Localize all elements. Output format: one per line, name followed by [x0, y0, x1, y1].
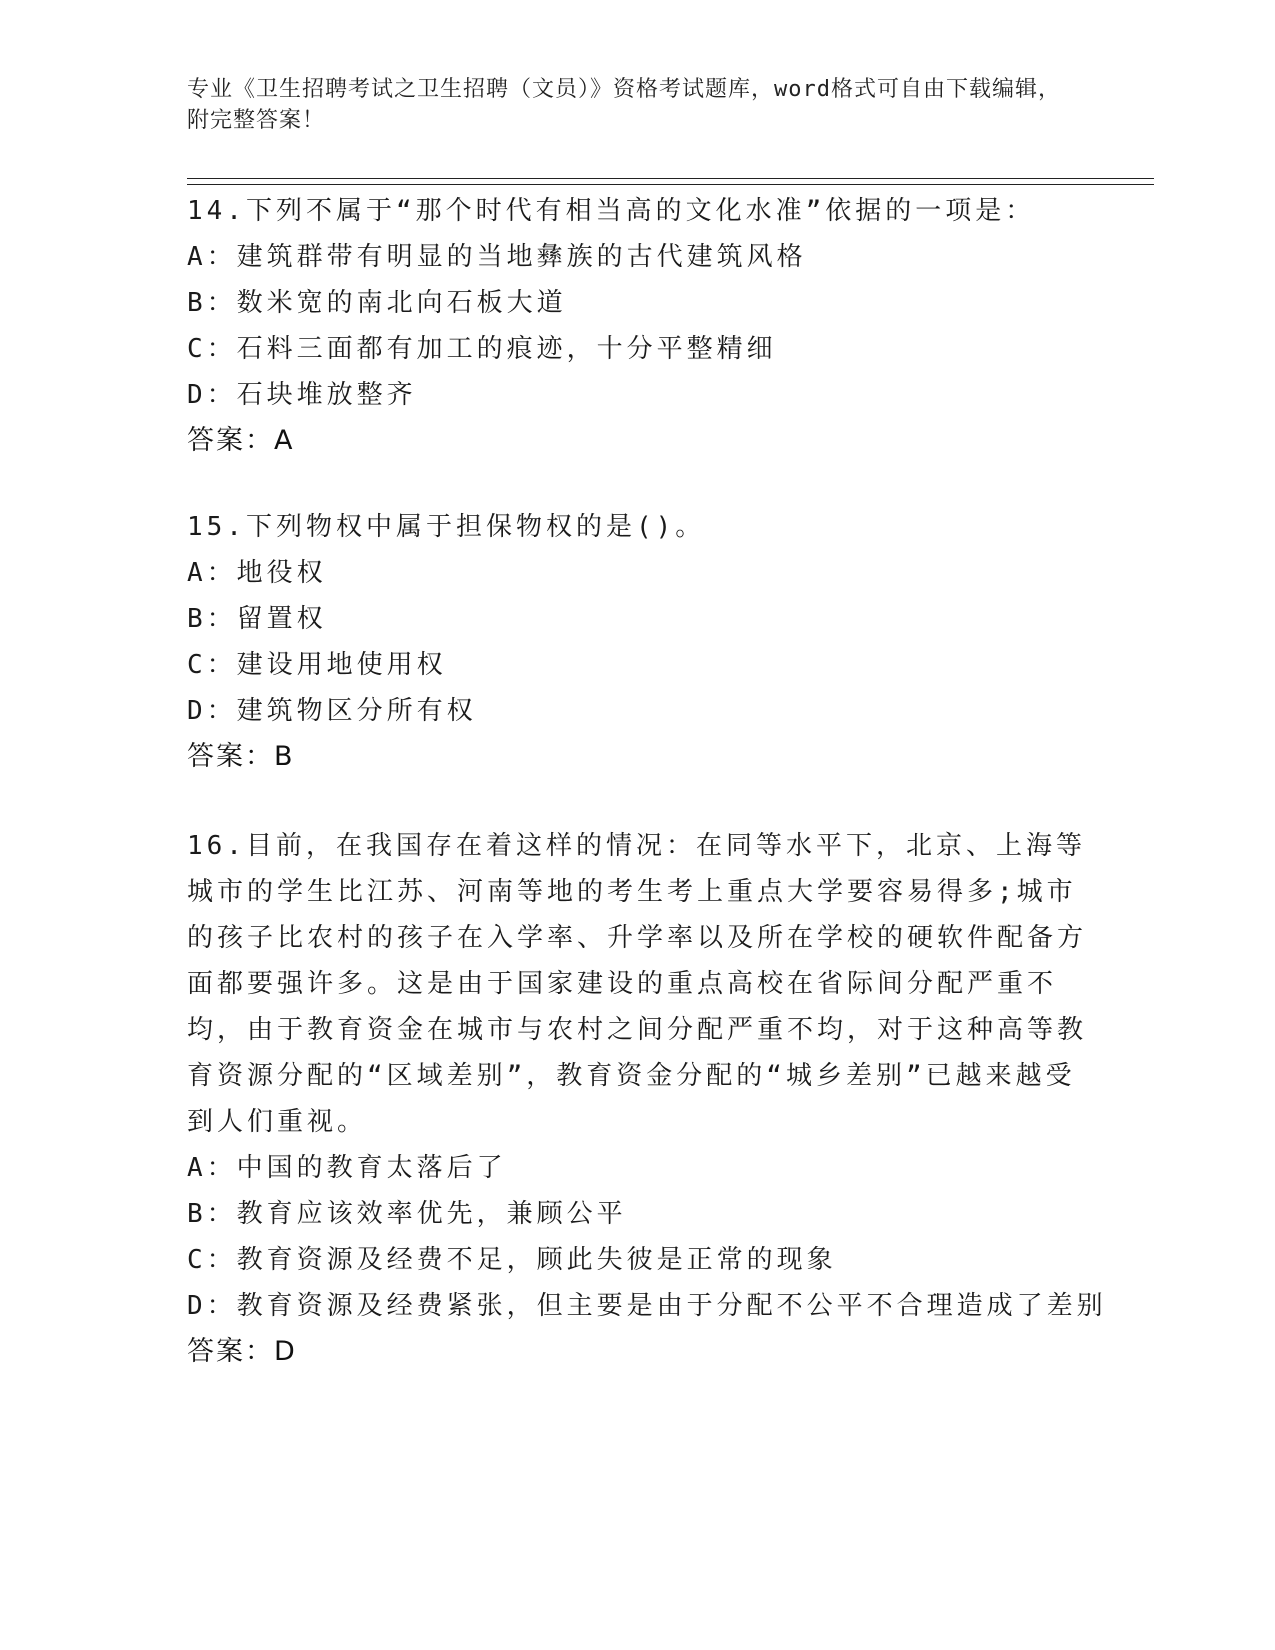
option-b: B：数米宽的南北向石板大道	[187, 288, 567, 318]
option-a: A：地役权	[187, 558, 327, 588]
option-c: C：教育资源及经费不足，顾此失彼是正常的现象	[187, 1245, 837, 1275]
option-d: D：教育资源及经费紧张，但主要是由于分配不公平不合理造成了差别	[187, 1291, 1107, 1321]
option-d: D：石块堆放整齐	[187, 380, 417, 410]
option-a: A：建筑群带有明显的当地彝族的古代建筑风格	[187, 242, 807, 272]
question-15	[187, 504, 1087, 780]
document-header: 专业《卫生招聘考试之卫生招聘（文员）》资格考试题库，word格式可自由下载编辑，附完整答案！	[187, 77, 1061, 133]
question-stem: 15.下列物权中属于担保物权的是()。	[187, 512, 706, 542]
question-16	[187, 823, 1107, 1375]
question-stem: 16.目前，在我国存在着这样的情况：在同等水平下，北京、上海等城市的学生比江苏、河南等地的考生考上重点大学要容易得多;城市的孩子比农村的孩子在入学率、升学率以及所在学校的硬软件配备方面都要强许多。这是由于国家建设的重点高校在省际间分配严重不均，由于教育资金在城市与农村之间分配严重不均，对于这种高等教育资源分配的“区域差别”，教育资金分配的“城乡差别”已越来越受到人们重视。	[187, 831, 1088, 1137]
option-a: A：中国的教育太落后了	[187, 1153, 507, 1183]
question-stem: 14.下列不属于“那个时代有相当高的文化水准”依据的一项是：	[187, 196, 1036, 226]
answer-line: 答案：D	[187, 1336, 297, 1367]
option-c: C：石料三面都有加工的痕迹，十分平整精细	[187, 334, 777, 364]
answer-line: 答案：B	[187, 741, 295, 772]
option-b: B：教育应该效率优先，兼顾公平	[187, 1199, 627, 1229]
answer-line: 答案：A	[187, 425, 295, 456]
header-divider-bottom	[187, 184, 1154, 185]
option-d: D：建筑物区分所有权	[187, 696, 477, 726]
header-divider-top	[187, 178, 1154, 179]
option-b: B：留置权	[187, 604, 327, 634]
option-c: C：建设用地使用权	[187, 650, 447, 680]
question-14	[187, 188, 1087, 464]
